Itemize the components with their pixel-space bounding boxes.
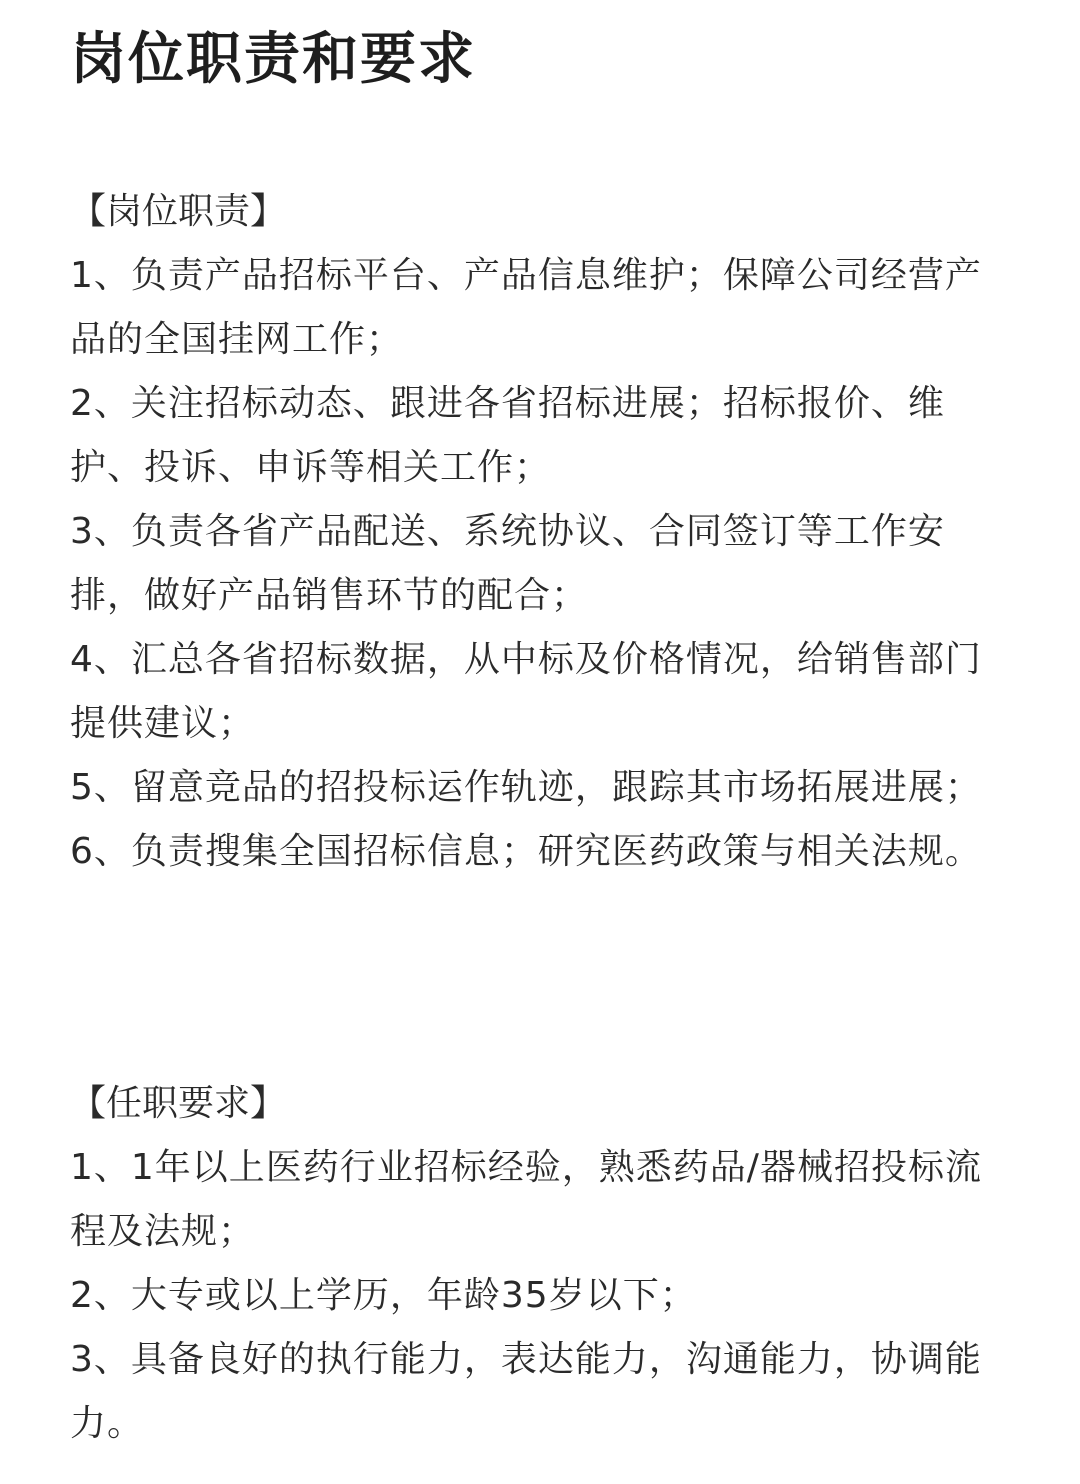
duties-heading: 【岗位职责】 — [70, 191, 287, 232]
duty-item: 4、汇总各省招标数据，从中标及价格情况，给销售部门提供建议； — [70, 639, 982, 744]
requirement-item: 3、具备良好的执行能力，表达能力，沟通能力，协调能力。 — [70, 1339, 982, 1444]
duty-item: 3、负责各省产品配送、系统协议、合同签订等工作安排，做好产品销售环节的配合； — [70, 511, 945, 616]
requirements-heading: 【任职要求】 — [70, 1083, 287, 1124]
duty-item: 5、留意竞品的招投标运作轨迹，跟踪其市场拓展进展； — [70, 767, 982, 808]
duty-item: 2、关注招标动态、跟进各省招标进展；招标报价、维护、投诉、申诉等相关工作； — [70, 383, 945, 488]
duties-section — [70, 180, 1000, 884]
requirements-section — [70, 1072, 1000, 1456]
page-title: 岗位职责和要求 — [70, 27, 476, 92]
duty-item: 6、负责搜集全国招标信息；研究医药政策与相关法规。 — [70, 831, 982, 872]
requirement-item: 2、大专或以上学历，年龄35岁以下； — [70, 1275, 697, 1316]
requirement-item: 1、1年以上医药行业招标经验，熟悉药品/器械招投标流程及法规； — [70, 1147, 982, 1252]
duty-item: 1、负责产品招标平台、产品信息维护；保障公司经营产品的全国挂网工作； — [70, 255, 982, 360]
